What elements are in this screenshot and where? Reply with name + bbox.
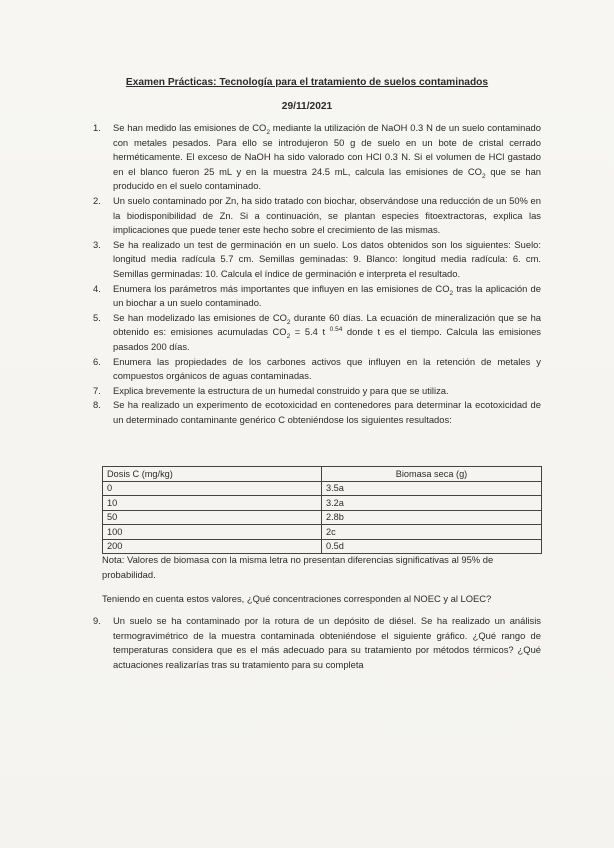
results-table xyxy=(102,466,542,554)
column-header-dose: Dosis C (mg/kg) xyxy=(103,467,322,482)
question-text: Un suelo contaminado por Zn, ha sido tratado con biochar, observándose una reducción de un 50% en la biodisponibilidad de Zn. Si a continuación, se plantan especies fitoextractoras, explica las implicaciones que puede tener este hecho sobre el crecimiento de las mismas. xyxy=(113,194,541,236)
question-item xyxy=(93,355,541,384)
question-text: Se ha realizado un test de germinación en un suelo. Los datos obtenidos son los siguientes: Suelo: longitud media radícula 5.7 cm. Semillas geminadas: 9. Blanco: longitud media radícula: 6. cm. Semillas germinadas: 10. Calcula el índice de germinación e interpreta el resultado. xyxy=(113,238,541,279)
question-number: 3. xyxy=(93,238,101,250)
table-row xyxy=(103,496,542,511)
biomass-cell: 3.5a xyxy=(322,481,542,496)
question-item xyxy=(93,238,541,282)
question-number: 5. xyxy=(93,311,101,323)
question-item xyxy=(93,398,541,427)
biomass-cell: 2.8b xyxy=(322,510,542,525)
question-list xyxy=(93,121,541,427)
question-list-continued xyxy=(93,614,541,672)
question-number: 2. xyxy=(93,194,101,206)
question-item xyxy=(93,194,541,238)
exam-title: Examen Prácticas: Tecnología para el tratamiento de suelos contaminados xyxy=(125,77,489,88)
question-number: 8. xyxy=(93,399,101,411)
question-text: Se ha realizado un experimento de ecotoxicidad en contenedores para determinar la ecotoxicidad de un determinado contaminante genérico C obteniéndose los siguientes resultados: xyxy=(113,399,541,425)
biomass-cell: 0.5d xyxy=(322,539,542,554)
biomass-cell: 2c xyxy=(322,525,542,540)
question-text: Un suelo se ha contaminado por la rotura de un depósito de diésel. Se ha realizado un análisis termogravimétrico de la muestra contaminada obteniéndose el siguiente gráfico. ¿Qué rango de temperaturas considera que es el más adecuado para su tratamiento por métodos térmicos? ¿Qué actuaciones realizarías tras su tratamiento para su completa xyxy=(113,615,541,670)
question-text: Se han medido las emisiones de $CO_2$ mediante la utilización de NaOH 0.3 N de un suelo contaminado con metales pesados. Para ello se introdujeron 50 g de suelo en un bote de cristal cerrado herméticamente. El exceso de NaOH ha sido valorado con HCl 0.3 N. Si el volumen de HCl gastado en el blanco fueron 25 mL y en la muestra 24.5 mL, calcula las emisiones de $CO_2$ que se han producido en el suelo contaminado. xyxy=(113,122,541,192)
question-item xyxy=(93,614,541,672)
biomass-cell: 3.2a xyxy=(322,496,542,511)
question-number: 6. xyxy=(93,355,101,367)
question-item xyxy=(93,282,541,311)
dose-cell: 0 xyxy=(103,481,322,496)
question-item xyxy=(93,311,541,355)
table-note: Nota: Valores de biomasa con la misma letra no presentan diferencias significativas al 95% de probabilidad. xyxy=(102,554,494,580)
exam-date: 29/11/2021 xyxy=(281,101,333,112)
question-number: 1. xyxy=(93,122,101,133)
table-row xyxy=(103,539,542,554)
table-row xyxy=(103,510,542,525)
question-number: 4. xyxy=(93,282,101,294)
dose-cell: 50 xyxy=(103,510,322,525)
table-header-row xyxy=(103,467,542,482)
question-text: Enumera los parámetros más importantes que influyen en las emisiones de $CO_2$ tras la aplicación de un biochar a un suelo contaminado. xyxy=(113,282,541,309)
question-number: 7. xyxy=(93,384,101,396)
table-row xyxy=(103,481,542,496)
dose-cell: 200 xyxy=(103,539,322,554)
table-row xyxy=(103,525,542,540)
dose-cell: 100 xyxy=(103,525,322,540)
question-text: Enumera las propiedades de los carbones activos que influyen en la retención de metales y compuestos orgánicos de aguas contaminadas. xyxy=(113,355,541,382)
column-header-biomass: Biomasa seca (g) xyxy=(322,467,542,482)
followup-question: Teniendo en cuenta estos valores, ¿Qué concentraciones corresponden al NOEC y al LOEC? xyxy=(102,593,492,604)
question-number: 9. xyxy=(93,615,101,626)
question-item xyxy=(93,121,541,194)
question-text: Explica brevemente la estructura de un humedal construido y para que se utiliza. xyxy=(113,384,449,396)
question-text: Se han modelizado las emisiones de $CO_2$ durante 60 días. La ecuación de mineralización que se ha obtenido es: emisiones acumuladas $CO_2 = 5.4$ t $^{0.54}$ donde t es el tiempo. Calcula las emisiones pasados 200 días. xyxy=(113,311,541,352)
question-item xyxy=(93,384,541,399)
dose-cell: 10 xyxy=(103,496,322,511)
